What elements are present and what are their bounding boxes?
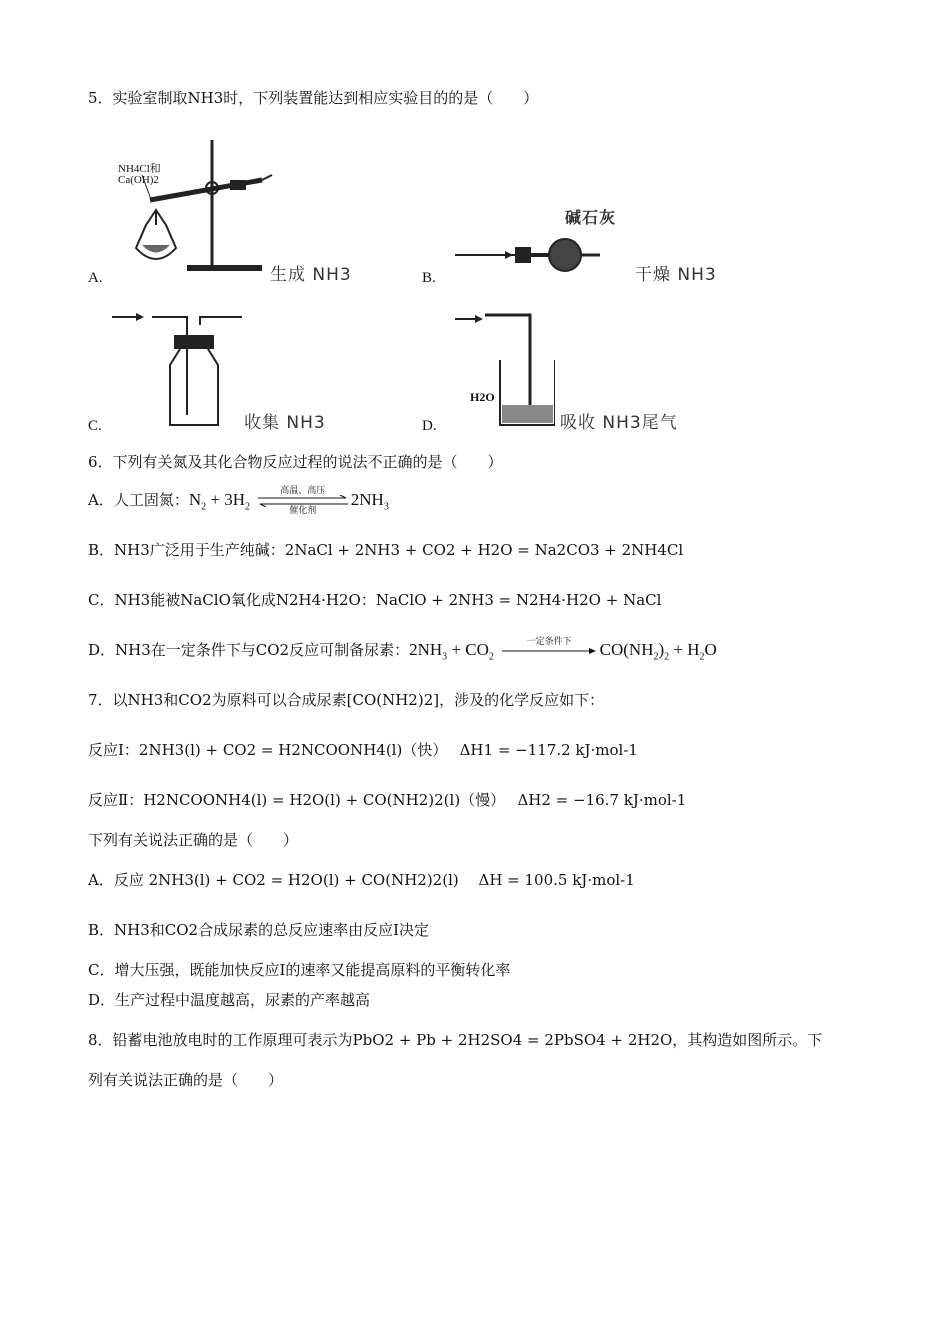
q8-stem-line-1: 8．铅蓄电池放电时的工作原理可表示为PbO2 + Pb + 2H2SO4 = 2PbSO4 + 2H2O，其构造如图所示。下 xyxy=(88,1031,823,1049)
q5-stem: 5．实验室制取NH3时，下列装置能达到相应实验目的的是（ ） xyxy=(88,89,539,107)
q7-stem: 7．以NH3和CO2为原料可以合成尿素[CO(NH2)2]，涉及的化学反应如下： xyxy=(88,691,605,709)
equilibrium-arrow xyxy=(258,486,348,516)
figure-a-label-2: Ca(OH)2 xyxy=(118,174,159,186)
q8-stem-line-2: 列有关说法正确的是（ ） xyxy=(88,1071,284,1089)
q6-option-d-label: D．NH3在一定条件下与CO2反应可制备尿素： xyxy=(88,641,410,659)
figure-d-absorption-beaker xyxy=(455,305,555,430)
q6-option-a: A．人工固氮：$N_2 + 3H_2$ 高温、高压 催化剂 $2NH_3$ xyxy=(88,490,389,517)
option-5c-letter: C. xyxy=(88,418,102,434)
q7-reaction-1: 反应Ⅰ：2NH3(l) + CO2 = H2NCOONH4(l)（快） ΔH1 = −117.2 kJ·mol-1 xyxy=(88,741,638,759)
q7-option-a: A．反应 2NH3(l) + CO2 = H2O(l) + CO(NH2)2(l) ΔH = 100.5 kJ·mol-1 xyxy=(88,871,635,889)
q6-option-a-label: A．人工固氮： xyxy=(88,491,189,509)
q7-question: 下列有关说法正确的是（ ） xyxy=(88,831,299,849)
figure-c-collection-bottle xyxy=(112,305,252,430)
option-5b-letter: B. xyxy=(422,270,436,286)
option-5c-caption: 收集 NH3 xyxy=(244,413,326,433)
q6-stem: 6．下列有关氮及其化合物反应过程的说法不正确的是（ ） xyxy=(88,453,503,471)
reaction-arrow xyxy=(502,637,597,656)
q6-option-d: D．NH3在一定条件下与CO2反应可制备尿素：$2NH_3 + CO_2$ 一定条件下 $CO(NH_2)_2 + H_2O$ xyxy=(88,640,717,667)
figure-b-label: 碱石灰 xyxy=(565,208,617,227)
q7-option-b: B．NH3和CO2合成尿素的总反应速率由反应Ⅰ决定 xyxy=(88,921,430,939)
q6-a-condition-top: 高温、高压 xyxy=(280,486,326,496)
option-5d-letter: D. xyxy=(422,418,437,434)
option-5b-caption: 干燥 NH3 xyxy=(635,265,717,285)
figure-d-label: H2O xyxy=(470,390,495,404)
q7-reaction-2: 反应Ⅱ：H2NCOONH4(l) = H2O(l) + CO(NH2)2(l)（慢） ΔH2 = −16.7 kJ·mol-1 xyxy=(88,791,687,809)
option-5a-letter: A. xyxy=(88,270,103,286)
figure-a-heating-apparatus xyxy=(112,130,282,280)
q7-option-d: D．生产过程中温度越高，尿素的产率越高 xyxy=(88,991,371,1009)
option-5a-caption: 生成 NH3 xyxy=(270,265,352,285)
q6-option-c: C．NH3能被NaClO氧化成N2H4·H2O：NaClO + 2NH3 = N2H4·H2O + NaCl xyxy=(88,591,662,609)
option-5d-caption: 吸收 NH3尾气 xyxy=(560,413,678,433)
q6-option-b: B．NH3广泛用于生产纯碱：2NaCl + 2NH3 + CO2 + H2O = Na2CO3 + 2NH4Cl xyxy=(88,541,684,559)
figure-a-label-1: NH4Cl和 xyxy=(118,163,161,175)
q7-option-c: C．增大压强，既能加快反应Ⅰ的速率又能提高原料的平衡转化率 xyxy=(88,961,511,979)
q6-d-condition: 一定条件下 xyxy=(526,637,572,647)
q6-a-condition-bottom: 催化剂 xyxy=(289,506,317,516)
figure-b-drying-tube xyxy=(455,225,625,275)
